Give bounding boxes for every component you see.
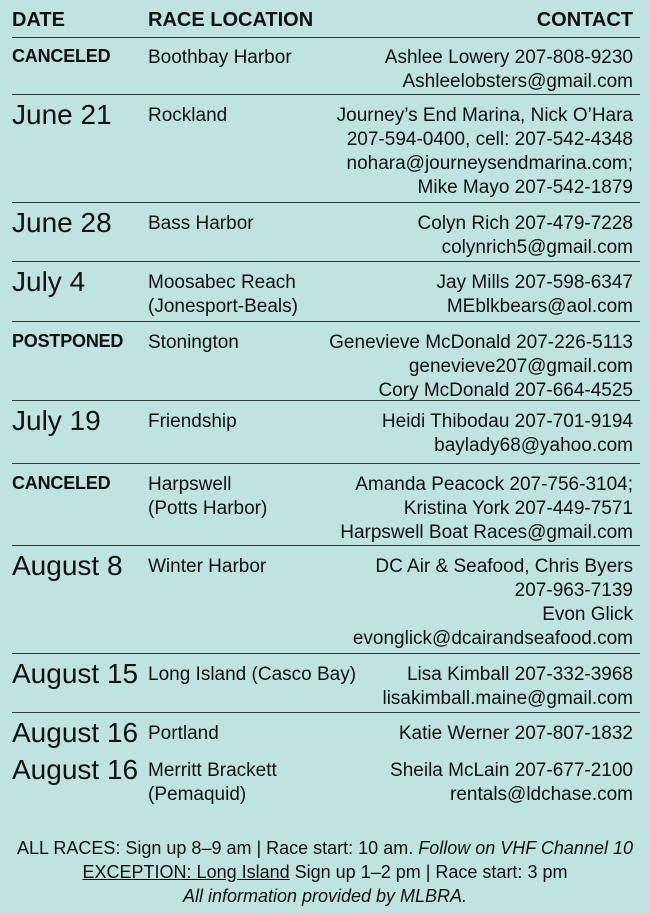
- race-status: CANCELED: [12, 473, 111, 493]
- race-contact-line: Ashleelobsters@gmail.com: [402, 71, 633, 92]
- row-divider: [12, 321, 640, 322]
- race-contact-line: 207-963-7139: [514, 580, 633, 601]
- footer-notes: [0, 836, 650, 908]
- race-location-line: Moosabec Reach: [148, 272, 296, 293]
- footer-line-credit: All information provided by MLBRA.: [182, 886, 468, 906]
- race-date: June 28: [12, 207, 112, 238]
- race-location-line: Merritt Brackett: [148, 760, 277, 781]
- race-contact-line: Mike Mayo 207-542-1879: [417, 177, 633, 198]
- race-location: [148, 271, 298, 319]
- race-location: [148, 555, 266, 579]
- race-contact: [437, 271, 633, 319]
- race-location-line: Rockland: [148, 105, 228, 126]
- race-location: [148, 410, 237, 434]
- race-contact-line: Evon Glick: [542, 604, 633, 625]
- race-date: August 15: [12, 658, 139, 689]
- race-contact-line: baylady68@yahoo.com: [434, 435, 633, 456]
- race-contact-line: nohara@journeysendmarina.com;: [346, 153, 633, 174]
- race-contact: [337, 104, 633, 200]
- race-contact-line: Jay Mills 207-598-6347: [436, 272, 633, 293]
- race-contact-line: Katie Werner 207-807-1832: [398, 723, 633, 744]
- row-divider: [12, 202, 640, 203]
- race-contact: [353, 555, 633, 651]
- race-contact: [382, 410, 633, 458]
- race-contact: [385, 46, 633, 94]
- race-location: [148, 331, 239, 355]
- race-date: July 19: [12, 405, 101, 436]
- row-divider: [12, 94, 640, 95]
- race-contact-line: Genevieve McDonald 207-226-5113: [329, 332, 633, 353]
- race-date: August 16: [12, 754, 139, 785]
- race-contact: [390, 759, 633, 807]
- date-column-header: DATE: [12, 9, 65, 31]
- race-contact-line: lisakimball.maine@gmail.com: [382, 688, 633, 709]
- row-divider: [12, 463, 640, 464]
- race-location: [148, 473, 267, 521]
- race-status: POSTPONED: [12, 331, 124, 351]
- race-contact: [418, 212, 633, 260]
- race-date: July 4: [12, 266, 86, 297]
- race-date: August 16: [12, 717, 139, 748]
- footer-line-all-races: ALL RACES: Sign up 8–9 am | Race start: 10 am. Follow on VHF Channel 10: [17, 838, 633, 858]
- race-contact-line: Colyn Rich 207-479-7228: [417, 213, 633, 234]
- race-location-line: Portland: [148, 723, 219, 744]
- race-location: [148, 46, 292, 70]
- contact-column-header: CONTACT: [536, 9, 633, 31]
- race-contact-line: Harpswell Boat Races@gmail.com: [340, 522, 633, 543]
- race-date: August 8: [12, 550, 123, 581]
- race-location: [148, 759, 277, 807]
- race-contact-line: MEblkbears@aol.com: [446, 296, 633, 317]
- race-contact-line: Cory McDonald 207-664-4525: [378, 380, 633, 401]
- race-location-line: Boothbay Harbor: [148, 47, 292, 68]
- race-contact-line: Heidi Thibodau 207-701-9194: [381, 411, 633, 432]
- race-contact-line: Kristina York 207-449-7571: [403, 498, 633, 519]
- race-location: [148, 663, 356, 687]
- location-column-header: RACE LOCATION: [148, 9, 314, 31]
- race-contact-line: DC Air & Seafood, Chris Byers: [375, 556, 633, 577]
- race-contact-line: colynrich5@gmail.com: [441, 237, 633, 258]
- race-location: [148, 212, 254, 236]
- row-divider: [12, 653, 640, 654]
- race-location-line: (Pemaquid): [148, 784, 247, 805]
- race-location-line: (Potts Harbor): [148, 498, 268, 519]
- race-status: CANCELED: [12, 46, 111, 66]
- race-contact-line: Amanda Peacock 207-756-3104;: [355, 474, 633, 495]
- race-location-line: Winter Harbor: [148, 556, 267, 577]
- race-contact-line: Journey’s End Marina, Nick O’Hara: [336, 105, 633, 126]
- race-location-line: Bass Harbor: [148, 213, 254, 234]
- race-contact-line: rentals@ldchase.com: [450, 784, 633, 805]
- race-contact: [340, 473, 633, 545]
- race-location-line: Harpswell: [148, 474, 232, 495]
- race-contact-line: 207-594-0400, cell: 207-542-4348: [346, 129, 633, 150]
- race-location: [148, 722, 219, 746]
- race-location-line: Friendship: [148, 411, 237, 432]
- race-contact-line: genevieve207@gmail.com: [408, 356, 633, 377]
- race-contact: [382, 663, 633, 711]
- table-header: [0, 0, 650, 38]
- race-contact: [399, 722, 633, 746]
- footer-line-exception: EXCEPTION: Long Island Sign up 1–2 pm | Race start: 3 pm: [82, 862, 568, 882]
- race-location: [148, 104, 227, 128]
- race-location-line: Long Island (Casco Bay): [148, 664, 357, 685]
- race-location-line: Stonington: [148, 332, 239, 353]
- race-contact-line: Sheila McLain 207-677-2100: [390, 760, 633, 781]
- race-contact-line: evonglick@dcairandseafood.com: [352, 628, 633, 649]
- race-date: June 21: [12, 99, 112, 130]
- race-contact-line: Ashlee Lowery 207-808-9230: [384, 47, 633, 68]
- row-divider: [12, 712, 640, 713]
- race-contact-line: Lisa Kimball 207-332-3968: [406, 664, 633, 685]
- row-divider: [12, 545, 640, 546]
- race-contact: [329, 331, 633, 403]
- race-location-line: (Jonesport-Beals): [148, 296, 298, 317]
- row-divider: [12, 37, 640, 38]
- row-divider: [12, 261, 640, 262]
